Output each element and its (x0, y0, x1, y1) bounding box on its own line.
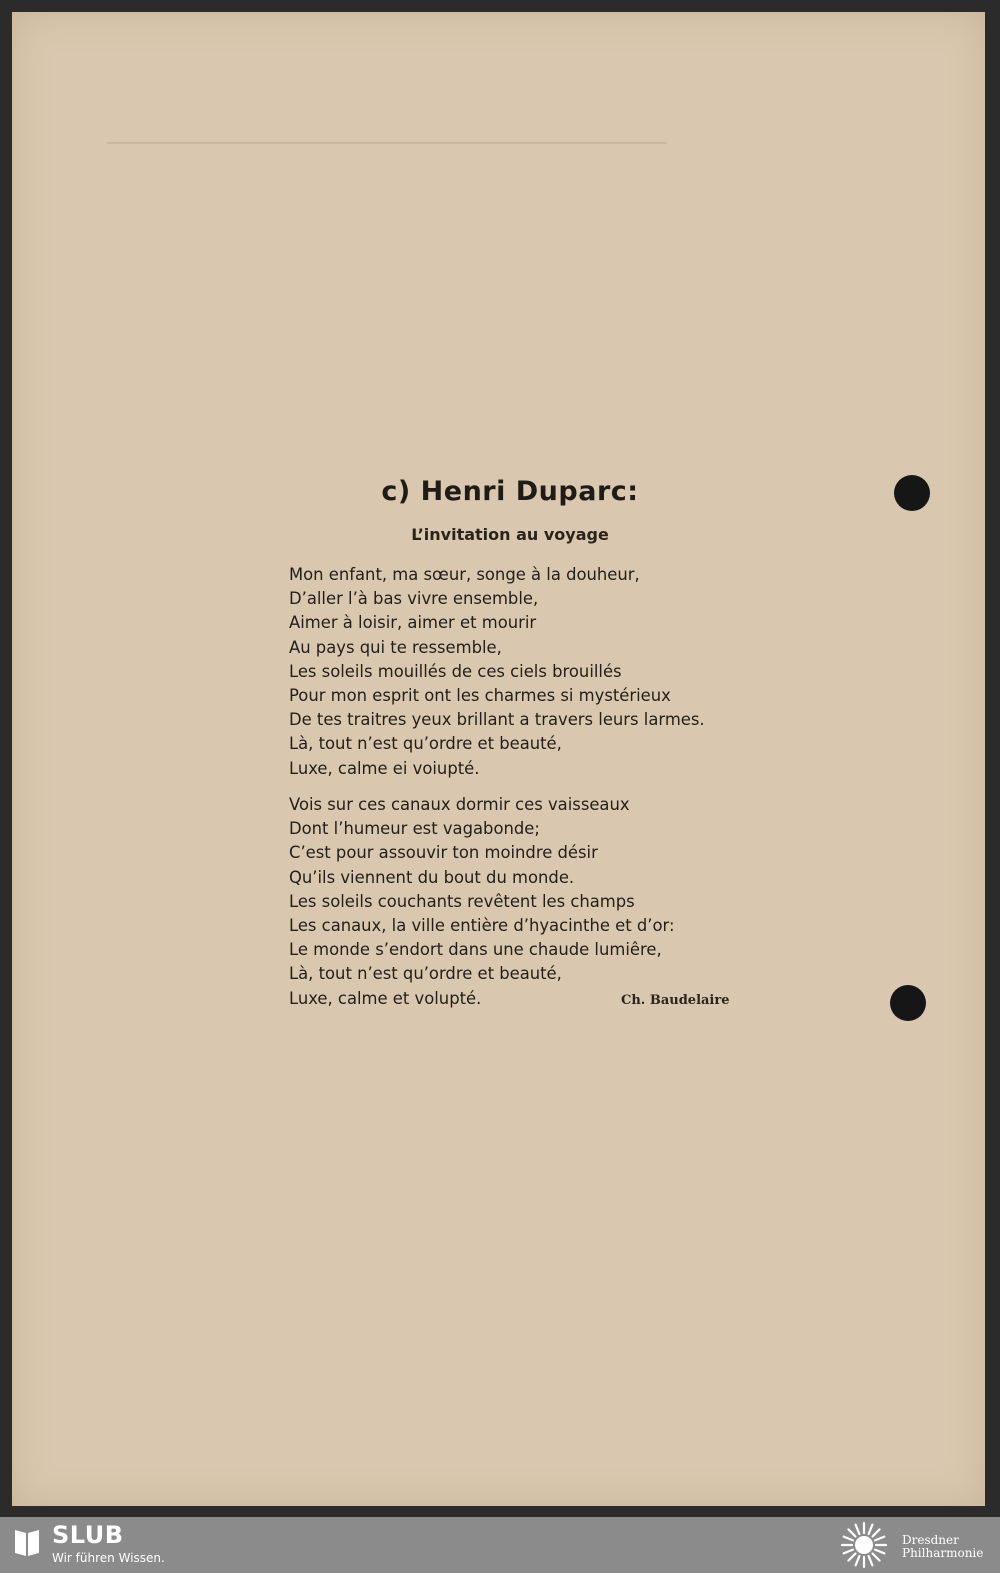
punch-hole (890, 985, 926, 1021)
poem-line: C’est pour assouvir ton moindre désir (289, 843, 598, 863)
stanza-2 (289, 793, 675, 1011)
song-title: L’invitation au voyage (411, 525, 609, 544)
composer-heading: c) Henri Duparc: (381, 476, 639, 507)
poem-line: Qu’ils viennent du bout du monde. (289, 867, 575, 887)
poem-line: Au pays qui te ressemble, (289, 637, 502, 657)
poem-line: Là, tout n’est qu’ordre et beauté, (289, 964, 562, 984)
partner-name-line1: Dresdner (902, 1533, 959, 1547)
philharmonie-logo-icon[interactable] (838, 1519, 890, 1571)
poem-line: Le monde s’endort dans une chaude lumiêre, (289, 940, 662, 960)
partner-name-line2: Philharmonie (902, 1546, 984, 1560)
slub-book-icon[interactable] (13, 1526, 41, 1558)
poem-line: Dont l’humeur est vagabonde; (289, 819, 540, 839)
poem-line: De tes traitres yeux brillant a travers leurs larmes. (289, 710, 705, 730)
library-name[interactable]: SLUB (52, 1521, 124, 1549)
library-tagline: Wir führen Wissen. (52, 1551, 165, 1565)
poet-credit: Ch. Baudelaire (621, 993, 730, 1008)
poem-line: Luxe, calme et volupté. (289, 988, 482, 1008)
stanza-1 (289, 563, 705, 781)
poem-line: Les soleils mouillés de ces ciels brouillés (289, 661, 622, 681)
poem-line: Aimer à loisir, aimer et mourir (289, 613, 537, 633)
poem-line: Vois sur ces canaux dormir ces vaisseaux (289, 795, 630, 814)
poem-line: Mon enfant, ma sœur, songe à la douheur, (289, 565, 640, 584)
viewer-footer (0, 1517, 1000, 1573)
poem-line: Luxe, calme ei voiupté. (289, 758, 480, 778)
poem-line: Les soleils couchants revêtent les champs (289, 891, 635, 911)
show-through-rule (107, 142, 667, 144)
poem-line: Les canaux, la ville entière d’hyacinthe et d’or: (289, 916, 675, 936)
poem-line: Pour mon esprit ont les charmes si mystérieux (289, 686, 671, 706)
poem-line: Là, tout n’est qu’ordre et beauté, (289, 734, 562, 754)
poem-line: D’aller l’à bas vivre ensemble, (289, 589, 539, 609)
